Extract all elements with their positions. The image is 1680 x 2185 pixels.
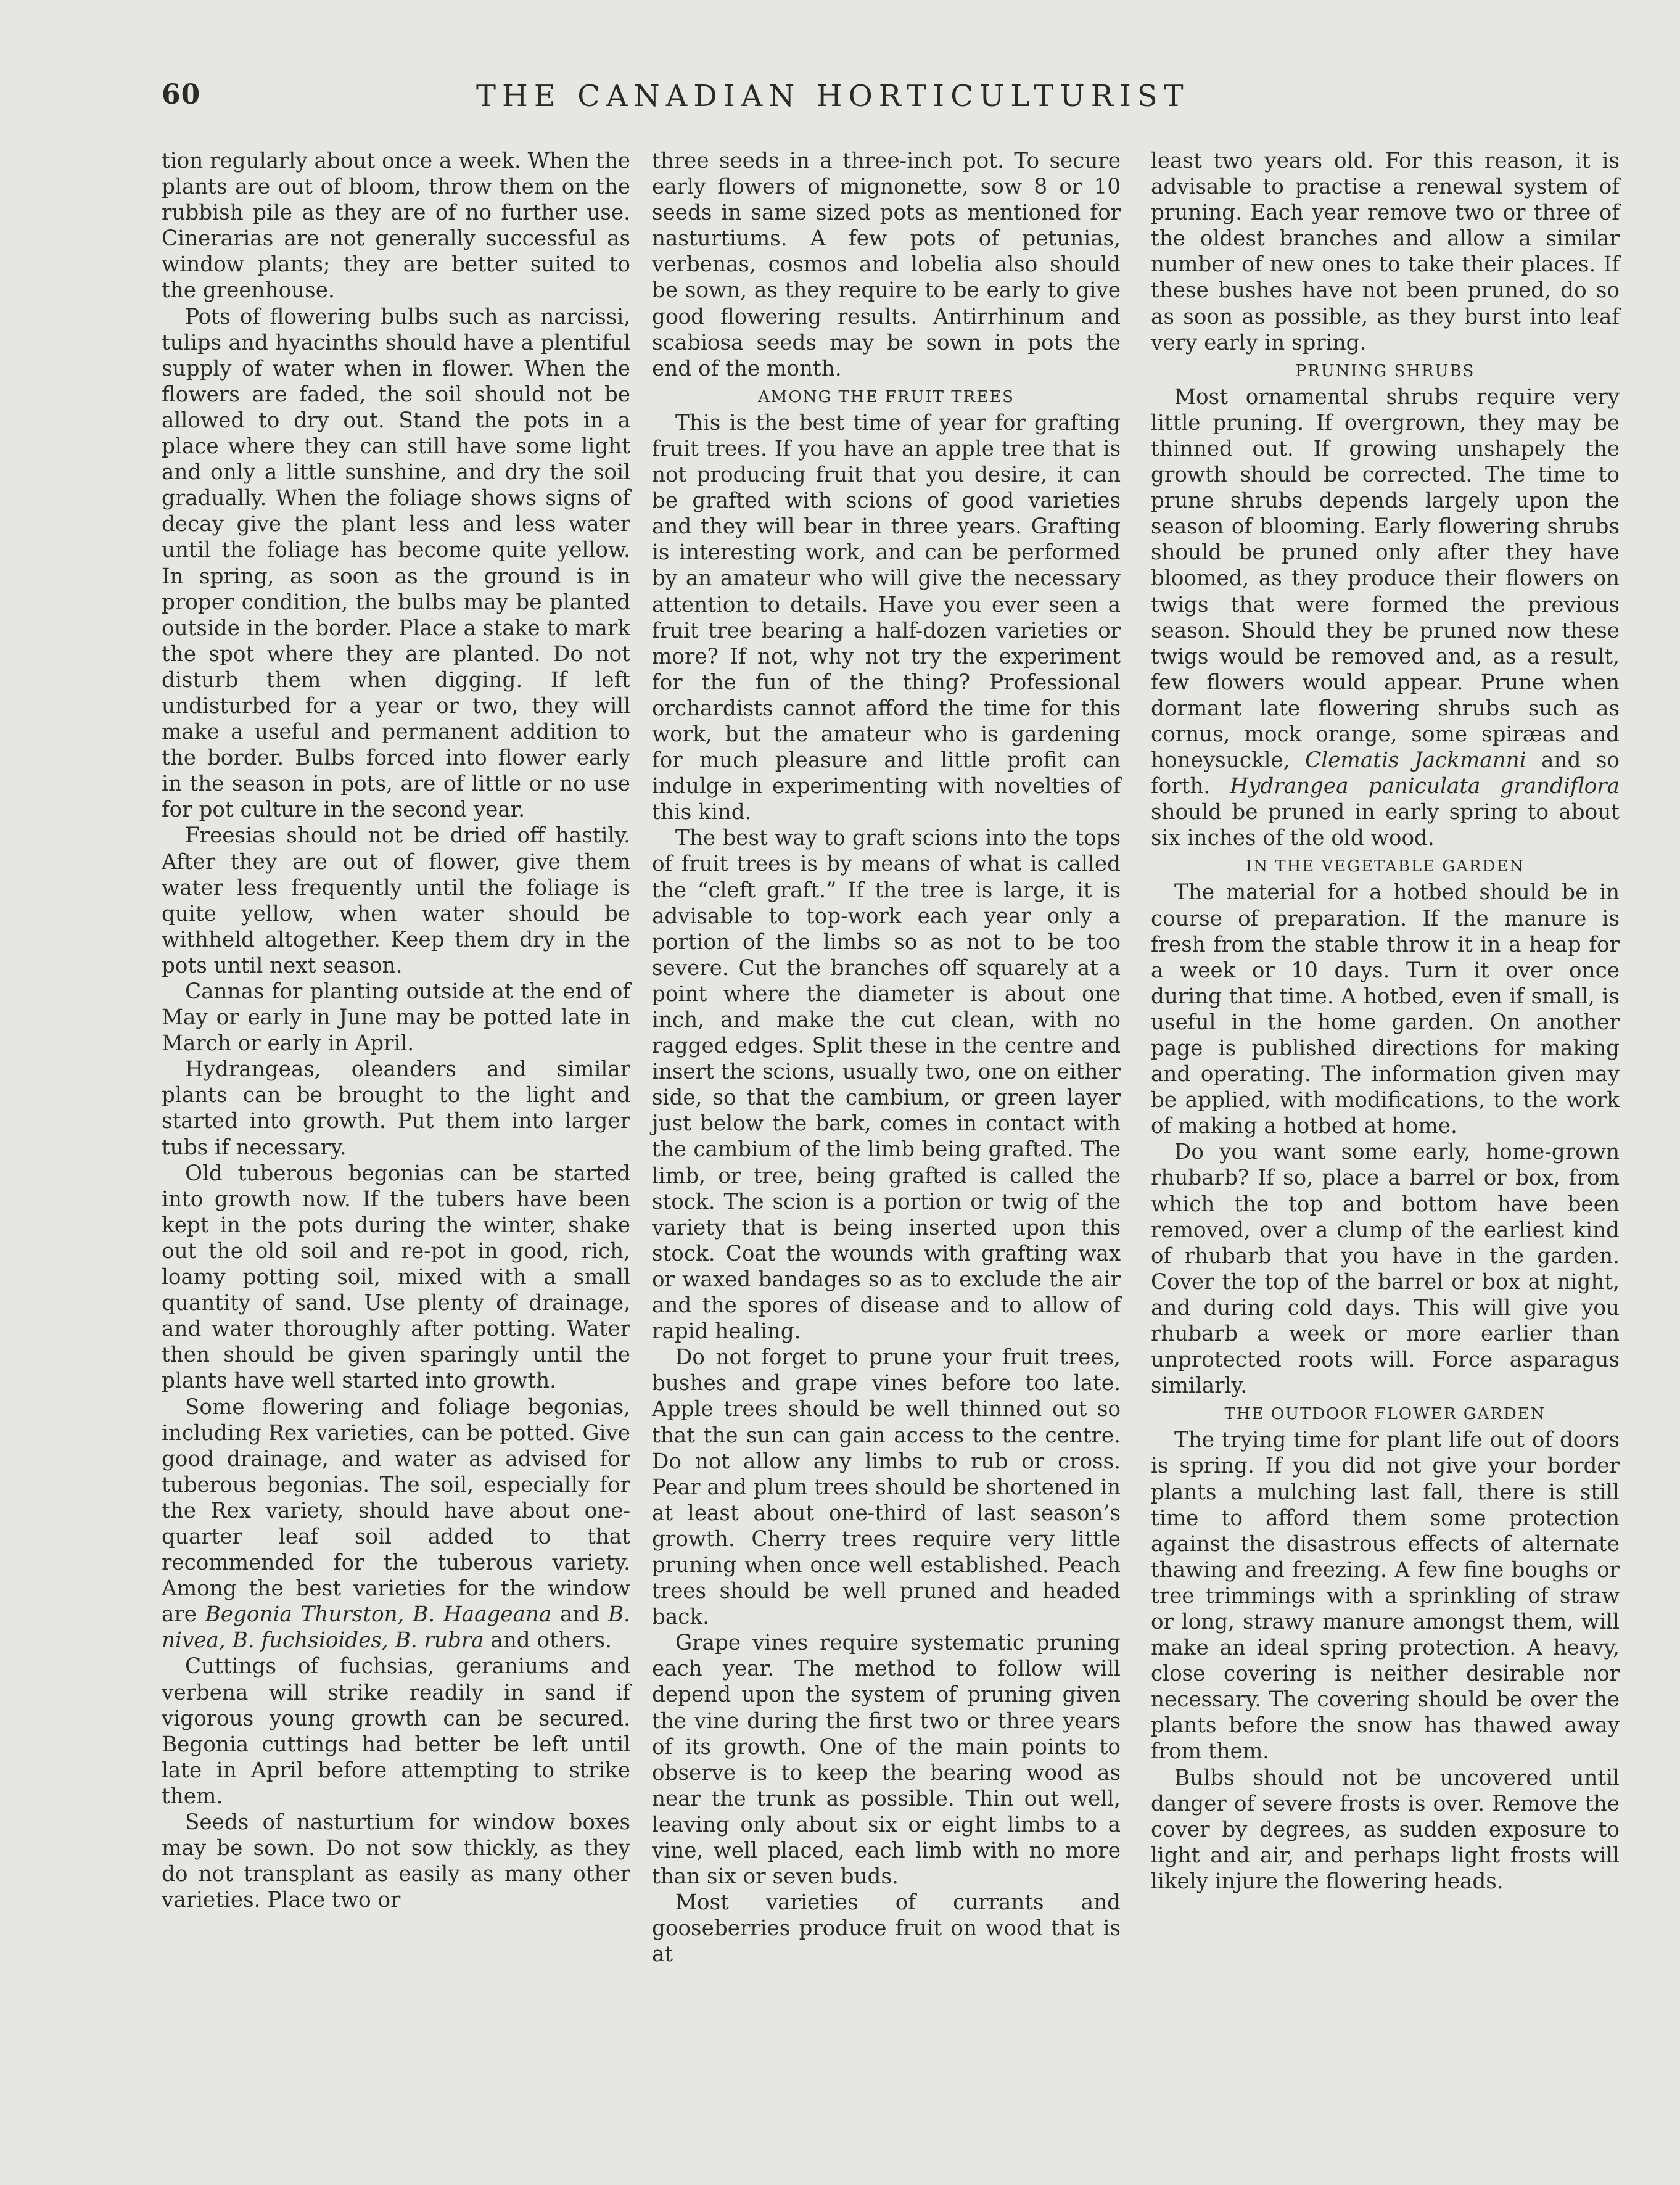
page-header [162, 79, 1272, 122]
column-2 [652, 148, 1121, 1967]
paragraph: The material for a hotbed should be in course of preparation. If the manure is fresh from the stable throw it in a heap for a week or 10 days. Turn it over once during that time. A hotbed, even if small, is useful in the home garden. On another page is published directions for making and operating. The information given may be applied, with modifications, to the work of making a hotbed at home. [1151, 880, 1620, 1139]
page-number: 60 [162, 79, 201, 110]
section-heading: IN THE VEGETABLE GARDEN [1245, 857, 1525, 876]
section-heading: THE OUTDOOR FLOWER GARDEN [1224, 1405, 1546, 1424]
paragraph: Cuttings of fuchsias, geraniums and verbena will strike readily in sand if vigorous young growth can be secured. Begonia cuttings had better be left until late in April before attempting to strike them. [162, 1654, 630, 1809]
journal-title: THE CANADIAN HORTICULTURIST [476, 79, 1190, 113]
paragraph: Hydrangeas, oleanders and similar plants can be brought to the light and started into growth. Put them into larger tubs if necessary. [162, 1057, 630, 1160]
text-run: and so forth. [1151, 748, 1620, 799]
paragraph: Freesias should not be dried off hastily. After they are out of flower, give them water less frequently until the foliage is quite yellow, when water should be withheld altogether. Keep them dry in the pots until next season. [162, 823, 630, 978]
paragraph: Pots of flowering bulbs such as narcissi, tulips and hyacinths should have a plentiful supply of water when in flower. When the flowers are faded, the soil should not be allowed to dry out. Stand the pots in a place where they can still have some light and only a little sunshine, and dry the soil gradually. When the foliage shows signs of decay give the plant less and less water until the foliage has become quite yellow. In spring, as soon as the ground is in proper condition, the bulbs may be planted outside in the border. Place a stake to mark the spot where they are planted. Do not disturb them when digging. If left undisturbed for a year or two, they will make a useful and permanent addition to the border. Bulbs forced into flower early in the season in pots, are of little or no use for pot culture in the second year. [162, 304, 630, 823]
column-3 [1151, 148, 1620, 1895]
paragraph [162, 1394, 630, 1654]
paragraph: Seeds of nasturtium for window boxes may be sown. Do not sow thickly, as they do not transplant as easily as many other varieties. Place two or [162, 1810, 630, 1913]
paragraph: three seeds in a three-inch pot. To secure early flowers of mignonette, sow 8 or 10 seeds in same sized pots as mentioned for nasturtiums. A few pots of petunias, verbenas, cosmos and lobelia also should be sown, as they require to be early to give good flowering results. Antirrhinum and scabiosa seeds may be sown in pots the end of the month. [652, 149, 1121, 381]
paragraph: The trying time for plant life out of doors is spring. If you did not give your border plants a mulching last fall, there is still time to afford them some protection against the disastrous effects of alternate thawing and freezing. A few fine boughs or tree trimmings with a sprinkling of straw or long, strawy manure amongst them, will make an ideal spring protection. A heavy, close covering is neither desirable nor necessary. The covering should be over the plants before the snow has thawed away from them. [1151, 1428, 1620, 1764]
text-run: and others. [484, 1628, 612, 1653]
paragraph: tion regularly about once a week. When the plants are out of bloom, throw them on the rubbish pile as they are of no further use. Cinerarias are not generally successful as window plants; they are better suited to the greenhouse. [162, 149, 630, 303]
text-run: should be pruned in early spring to about six inches of the old wood. [1151, 800, 1620, 851]
column-1 [162, 148, 630, 1913]
italic-text: B. nivea, B. fuchsioides, B. rubra [162, 1602, 630, 1653]
paragraph [1151, 384, 1620, 852]
paragraph: The best way to graft scions into the tops of fruit trees is by means of what is called the “cleft graft.” If the tree is large, it is advisable to top-work each year only a portion of the limbs so as not to be too severe. Cut the branches off squarely at a point where the diameter is about one inch, and make the cut clean, with no ragged edges. Split these in the centre and insert the scions, usually two, one on either side, so that the cambium, or green layer just below the bark, comes in contact with the cambium of the limb being grafted. The limb, or tree, being grafted is called the stock. The scion is a portion or twig of the variety that is being inserted upon this stock. Coat the wounds with grafting wax or waxed bandages so as to exclude the air and the spores of disease and to allow of rapid healing. [652, 826, 1121, 1344]
text-run: Some flowering and foliage begonias, including Rex varieties, can be potted. Give good drainage, and water as advised for tuberous begonias. The soil, especially for the Rex variety, should have about one-quarter leaf soil added to that recommended for the tuberous variety. Among the best varieties for the window are [162, 1394, 630, 1627]
paragraph: Bulbs should not be uncovered until danger of severe frosts is over. Remove the cover by degrees, as sudden exposure to light and air, and perhaps light frosts will likely injure the flowering heads. [1151, 1765, 1620, 1894]
paragraph: Most varieties of currants and gooseberries produce fruit on wood that is at [652, 1890, 1121, 1967]
paragraph: Old tuberous begonias can be started into growth now. If the tubers have been kept in the pots during the winter, shake out the old soil and re-pot in good, rich, loamy potting soil, mixed with a small quantity of sand. Use plenty of drainage, and water thoroughly after potting. Water then should be given sparingly until the plants have well started into growth. [162, 1161, 630, 1394]
paragraph: least two years old. For this reason, it is advisable to practise a renewal system of pruning. Each year remove two or three of the oldest branches and allow a similar number of new ones to take their places. If these bushes have not been pruned, do so as soon as possible, as they burst into leaf very early in spring. [1151, 149, 1620, 355]
paragraph: This is the best time of year for grafting fruit trees. If you have an apple tree that is not producing fruit that you desire, it can be grafted with scions of good varieties and they will bear in three years. Grafting is interesting work, and can be performed by an amateur who will give the necessary attention to details. Have you ever seen a fruit tree bearing a half-dozen varieties or more? If not, why not try the experiment for the fun of the thing? Professional orchardists cannot afford the time for this work, but the amateur who is gardening for much pleasure and little profit can indulge in experimenting with novelties of this kind. [652, 410, 1121, 825]
paragraph: Do not forget to prune your fruit trees, bushes and grape vines before too late. Apple trees should be well thinned out so that the sun can gain access to the centre. Do not allow any limbs to rub or cross. Pear and plum trees should be shortened in at least about one-third of last season’s growth. Cherry trees require very little pruning when once well established. Peach trees should be well pruned and headed back. [652, 1345, 1121, 1630]
paragraph: Do you want some early, home-grown rhubarb? If so, place a barrel or box, from which the top and bottom have been removed, over a clump of the earliest kind of rhubarb that you have in the garden. Cover the top of the barrel or box at night, and during cold days. This will give you rhubarb a week or more earlier than unprotected roots will. Force asparagus similarly. [1151, 1140, 1620, 1399]
paragraph: Grape vines require systematic pruning each year. The method to follow will depend upon the system of pruning given the vine during the first two or three years of its growth. One of the main points to observe is to keep the bearing wood as near the trunk as possible. Thin out well, leaving only about six or eight limbs to a vine, well placed, each limb with no more than six or seven buds. [652, 1631, 1121, 1890]
italic-text: Begonia Thurston, B. Haageana [205, 1602, 552, 1627]
text-run: and [551, 1602, 608, 1627]
italic-text: Hydrangea paniculata grandiflora [1230, 774, 1620, 799]
paragraph: Cannas for planting outside at the end of May or early in June may be potted late in March or early in April. [162, 979, 630, 1056]
italic-text: Clematis Jackmanni [1305, 748, 1526, 773]
text-run: Most ornamental shrubs require very little pruning. If overgrown, they may be thinned out. If growing unshapely the growth should be corrected. The time to prune shrubs depends largely upon the season of blooming. Early flowering shrubs should be pruned only after they have bloomed, as they produce their flowers on twigs that were formed the previous season. Should they be pruned now these twigs would be removed and, as a result, few flowers would appear. Prune when dormant late flowering shrubs such as cornus, mock orange, some spiræas and honeysuckle, [1151, 384, 1620, 773]
section-heading: AMONG THE FRUIT TREES [758, 387, 1015, 406]
section-heading: PRUNING SHRUBS [1295, 361, 1475, 381]
